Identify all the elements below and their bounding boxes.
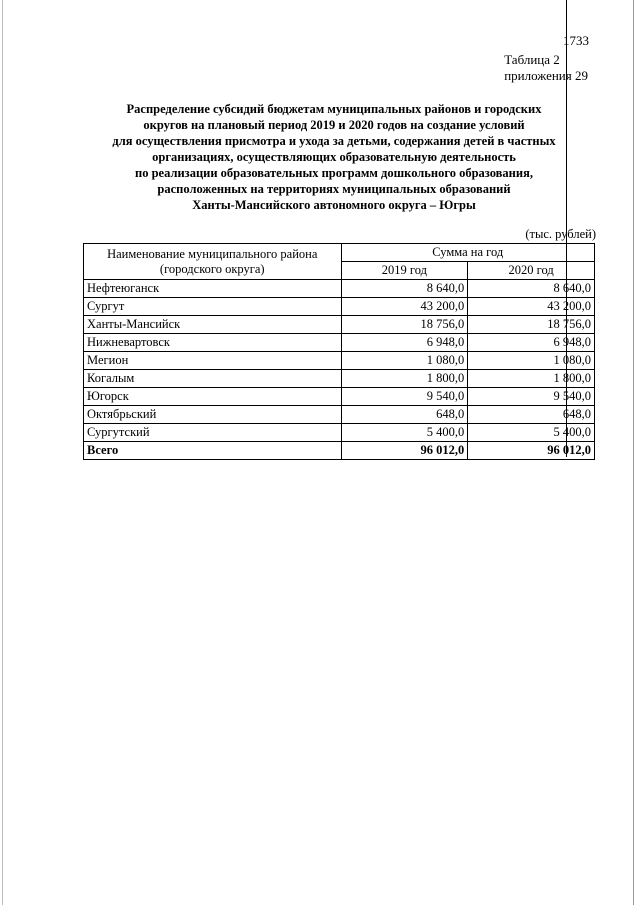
- amount-2020: 1 800,0: [468, 370, 595, 388]
- amount-2020: 9 540,0: [468, 388, 595, 406]
- municipality-name: Сургутский: [84, 424, 342, 442]
- table-header-row: [84, 244, 595, 262]
- header-year-2019: 2019 год: [341, 262, 468, 280]
- municipality-name: Когалым: [84, 370, 342, 388]
- amount-2019: 9 540,0: [341, 388, 468, 406]
- title-line: расположенных на территориях муниципальных образований: [157, 182, 511, 196]
- table-row: [84, 352, 595, 370]
- amount-2020: 43 200,0: [468, 298, 595, 316]
- amount-2019: 1 800,0: [341, 370, 468, 388]
- table-row: [84, 370, 595, 388]
- header-sum: Сумма на год: [341, 244, 594, 262]
- appendix-label: приложения 29: [504, 68, 588, 83]
- amount-2020: 8 640,0: [468, 280, 595, 298]
- municipality-name: Сургут: [84, 298, 342, 316]
- title-line: по реализации образовательных программ дошкольного образования,: [135, 166, 533, 180]
- amount-2019: 5 400,0: [341, 424, 468, 442]
- table-row: [84, 316, 595, 334]
- municipality-name: Нефтеюганск: [84, 280, 342, 298]
- table-row: [84, 388, 595, 406]
- amount-2020: 1 080,0: [468, 352, 595, 370]
- table-row: [84, 298, 595, 316]
- page-number: 1733: [563, 33, 589, 48]
- amount-2020: 5 400,0: [468, 424, 595, 442]
- amount-2020: 18 756,0: [468, 316, 595, 334]
- amount-2019: 8 640,0: [341, 280, 468, 298]
- header-municipality-line2: (городского округа): [159, 261, 265, 276]
- table-label: Таблица 2: [504, 52, 560, 67]
- table-row: [84, 406, 595, 424]
- scan-left-edge: [2, 0, 3, 905]
- municipality-name: Югорск: [84, 388, 342, 406]
- total-2019: 96 012,0: [341, 442, 468, 460]
- amount-2019: 43 200,0: [341, 298, 468, 316]
- table-row: [84, 280, 595, 298]
- title-line: организациях, осуществляющих образовательную деятельность: [152, 150, 516, 164]
- table-caption: [504, 52, 588, 84]
- amount-2020: 6 948,0: [468, 334, 595, 352]
- table-row: [84, 424, 595, 442]
- table-row: [84, 334, 595, 352]
- title-line: округов на плановый период 2019 и 2020 годов на создание условий: [143, 118, 525, 132]
- title-line: Распределение субсидий бюджетам муниципальных районов и городских: [126, 102, 542, 116]
- amount-2019: 6 948,0: [341, 334, 468, 352]
- total-row: [84, 442, 595, 460]
- units-label: (тыс. рублей): [525, 227, 596, 241]
- title-line: Ханты-Мансийского автономного округа – Югры: [192, 198, 476, 212]
- document-title: [84, 101, 584, 213]
- municipality-name: Мегион: [84, 352, 342, 370]
- subsidy-table: [83, 243, 595, 460]
- total-label: Всего: [84, 442, 342, 460]
- total-2020: 96 012,0: [468, 442, 595, 460]
- amount-2019: 648,0: [341, 406, 468, 424]
- amount-2019: 1 080,0: [341, 352, 468, 370]
- municipality-name: Нижневартовск: [84, 334, 342, 352]
- header-year-2020: 2020 год: [468, 262, 595, 280]
- title-line: для осуществления присмотра и ухода за детьми, содержания детей в частных: [112, 134, 556, 148]
- amount-2020: 648,0: [468, 406, 595, 424]
- amount-2019: 18 756,0: [341, 316, 468, 334]
- scan-right-edge: [633, 0, 634, 905]
- municipality-name: Ханты-Мансийск: [84, 316, 342, 334]
- municipality-name: Октябрьский: [84, 406, 342, 424]
- header-municipality-line1: Наименование муниципального района: [107, 246, 318, 261]
- header-municipality: [84, 244, 342, 280]
